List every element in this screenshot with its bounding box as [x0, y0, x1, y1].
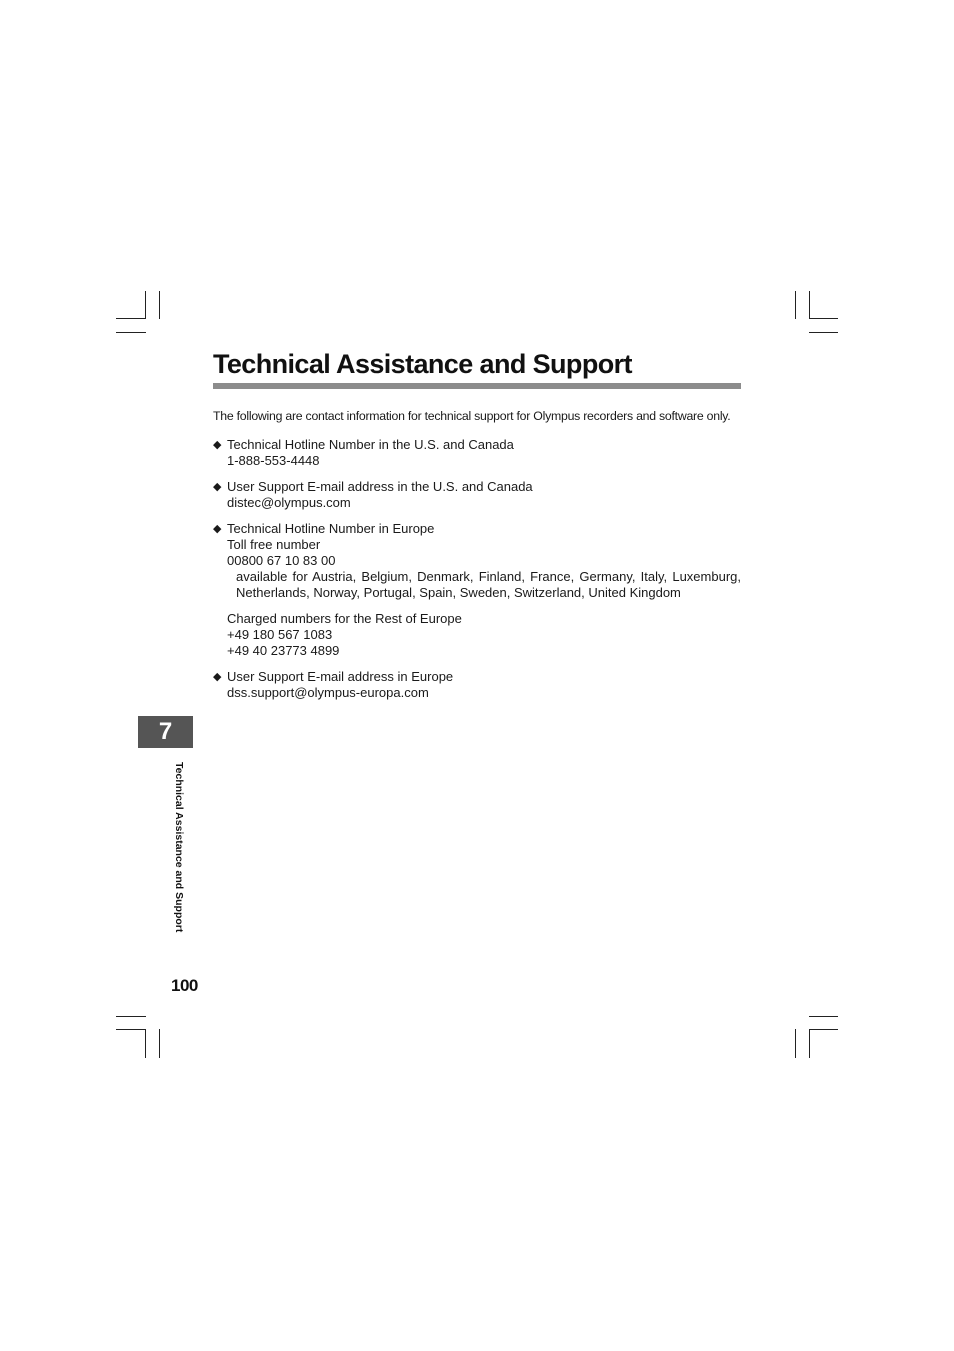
list-item-us-email	[213, 479, 741, 511]
item-heading: Technical Hotline Number in Europe	[227, 521, 435, 536]
list-item-europe-hotline	[213, 521, 741, 659]
chapter-number-tab: 7	[138, 716, 193, 748]
charged-number: +49 180 567 1083	[227, 627, 333, 642]
toll-free-number: 00800 67 10 83 00	[227, 553, 336, 568]
charged-number: +49 40 23773 4899	[227, 643, 340, 658]
item-heading: User Support E-mail address in the U.S. and Canada	[227, 479, 533, 494]
diamond-bullet-icon: ◆	[213, 439, 222, 451]
toll-free-label: Toll free number	[227, 537, 321, 552]
list-item-us-hotline	[213, 437, 741, 469]
diamond-bullet-icon: ◆	[213, 523, 222, 535]
item-heading: User Support E-mail address in Europe	[227, 669, 454, 684]
email-address: dss.support@olympus-europa.com	[227, 685, 429, 700]
item-heading: Technical Hotline Number in the U.S. and Canada	[227, 437, 514, 452]
page-title: Technical Assistance and Support	[213, 349, 632, 379]
title-underline	[213, 383, 741, 389]
support-list	[213, 437, 741, 711]
availability-countries: available for Austria, Belgium, Denmark, Finland, France, Germany, Italy, Luxemburg, Netherlands, Norway, Portugal, Spain, Sweden, Switzerland, United Kingdom	[236, 569, 741, 600]
list-item-europe-email	[213, 669, 741, 701]
diamond-bullet-icon: ◆	[213, 481, 222, 493]
phone-number: 1-888-553-4448	[227, 453, 320, 468]
side-section-label: Technical Assistance and Support	[173, 762, 185, 933]
page-number: 100	[171, 976, 198, 995]
email-address: distec@olympus.com	[227, 495, 351, 510]
intro-text: The following are contact information for technical support for Olympus recorders and software only.	[213, 409, 731, 423]
charged-numbers-label: Charged numbers for the Rest of Europe	[227, 611, 462, 626]
diamond-bullet-icon: ◆	[213, 671, 222, 683]
